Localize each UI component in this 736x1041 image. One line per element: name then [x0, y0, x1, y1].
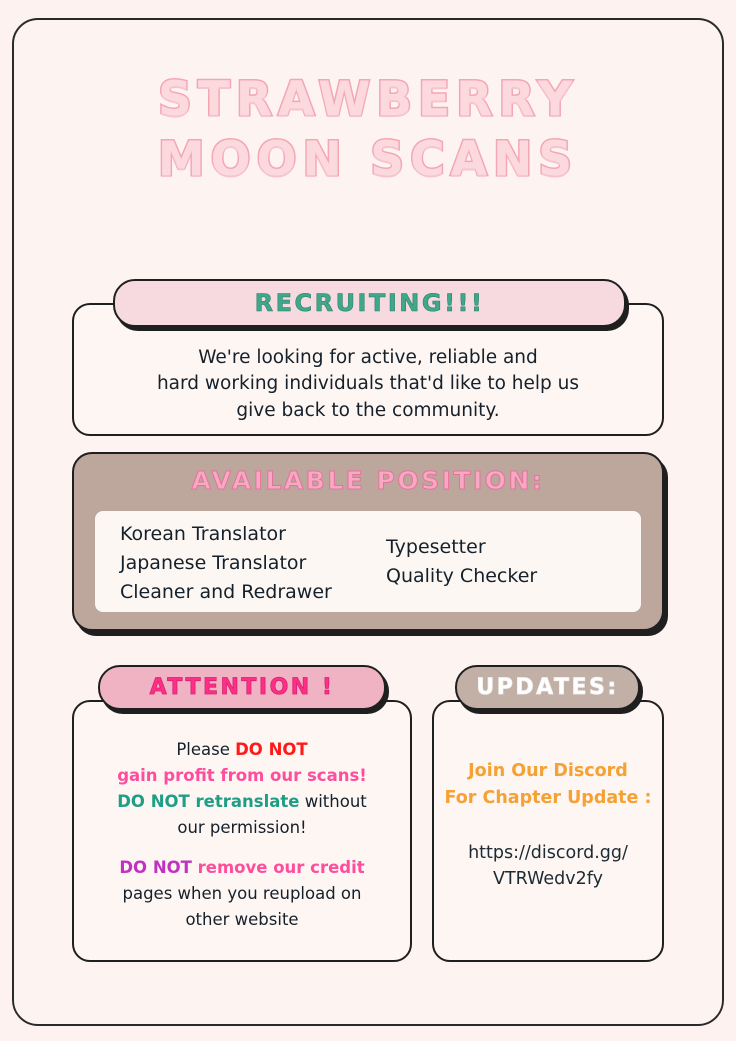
list-item: Korean Translator: [120, 523, 286, 545]
attention-line-7: other website: [185, 910, 299, 930]
attention-body: [82, 737, 402, 933]
page-title: [0, 70, 736, 190]
attention-line-5-emphasis: DO NOT: [119, 858, 192, 878]
position-list-right: [386, 533, 537, 591]
list-item: Typesetter: [386, 536, 486, 558]
title-line-2: MOON SCANS: [157, 132, 579, 188]
recruiting-body-line-3: give back to the community.: [236, 399, 500, 421]
attention-line-3: [82, 789, 402, 815]
updates-body: [440, 758, 656, 812]
available-position-heading: AVAILABLE POSITION:: [191, 466, 545, 495]
recruiting-body-line-2: hard working individuals that'd like to help us: [156, 373, 580, 395]
attention-heading-ribbon: [98, 665, 386, 710]
attention-line-6: pages when you reupload on: [122, 884, 362, 904]
list-item: Cleaner and Redrawer: [120, 580, 332, 603]
title-line-1: STRAWBERRY: [158, 72, 578, 127]
list-item: Japanese Translator: [120, 551, 307, 574]
recruiting-heading-label: RECRUITING!!!: [254, 289, 485, 317]
updates-heading-label: UPDATES:: [476, 675, 619, 700]
attention-line-4: our permission!: [177, 818, 307, 838]
attention-line-3-rest: without: [299, 792, 367, 812]
attention-line-1: [82, 737, 402, 763]
discord-link-line-2: VTRWedv2fy: [493, 869, 603, 890]
updates-heading-ribbon: [455, 665, 640, 710]
recruiting-body-line-1: We're looking for active, reliable and: [198, 347, 538, 368]
attention-spacer: [82, 841, 402, 855]
discord-invite-link[interactable]: [440, 840, 656, 893]
attention-line-2: gain profit from our scans!: [117, 766, 367, 786]
recruiting-body: [92, 345, 644, 424]
updates-card: [432, 700, 664, 962]
list-item: Quality Checker: [386, 564, 538, 587]
recruiting-heading-ribbon: [113, 279, 626, 327]
position-list-left: [120, 520, 332, 607]
attention-line-3-emphasis: DO NOT retranslate: [117, 792, 300, 812]
updates-line-2: For Chapter Update :: [444, 788, 652, 809]
attention-heading-label: ATTENTION !: [149, 675, 335, 700]
updates-line-1: Join Our Discord: [468, 761, 628, 781]
attention-line-5-rest: remove our credit: [191, 858, 365, 878]
attention-line-5: [82, 855, 402, 881]
discord-link-line-1: https://discord.gg/: [468, 843, 628, 863]
attention-line-1-prefix: Please: [176, 740, 236, 759]
attention-line-1-emphasis: DO NOT: [235, 740, 308, 759]
